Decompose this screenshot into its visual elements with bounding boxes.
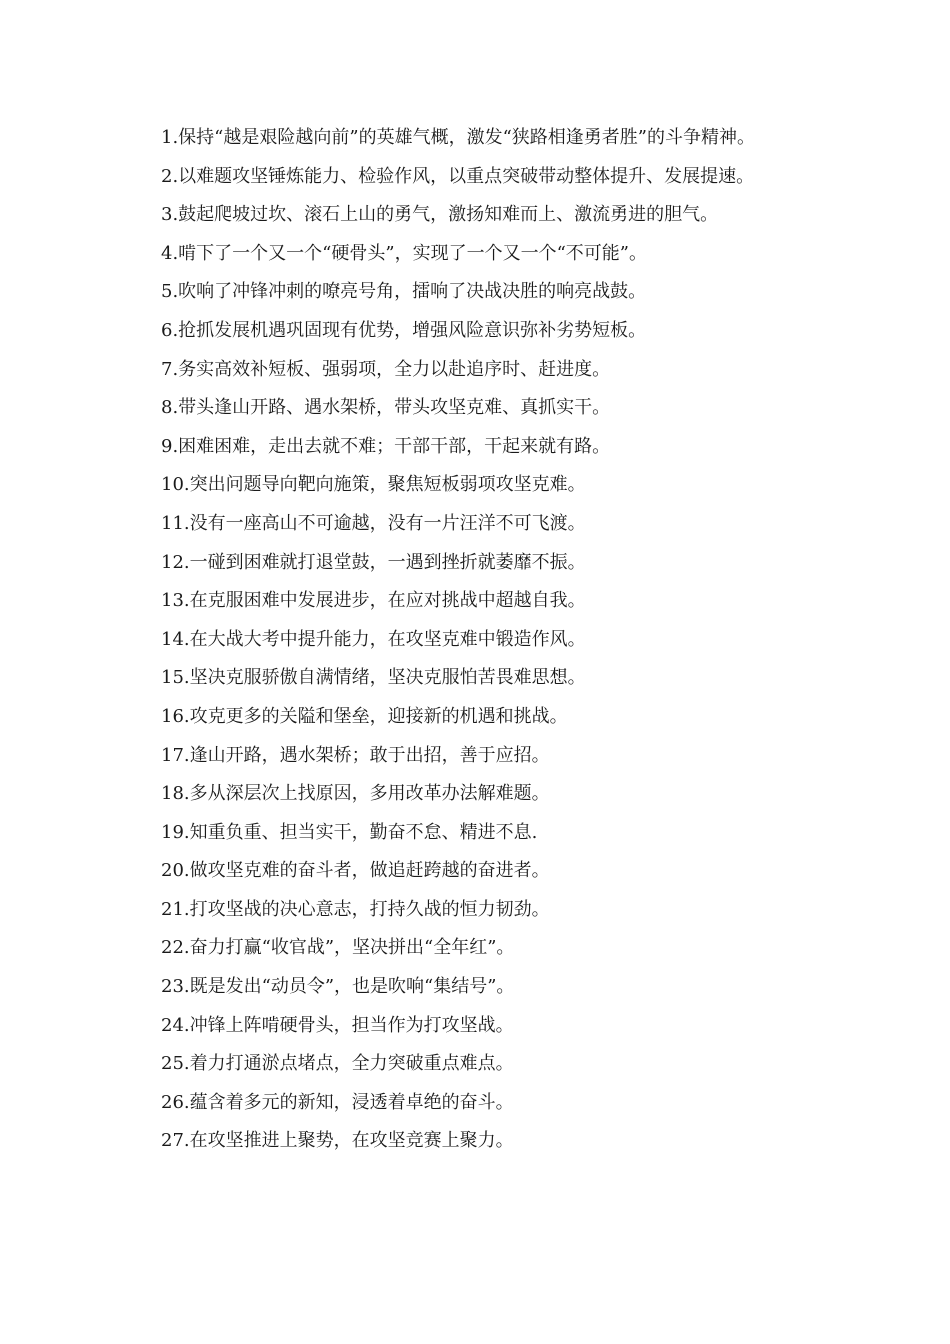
paragraph-12: 12.一碰到困难就打退堂鼓，一遇到挫折就萎靡不振。	[161, 551, 586, 573]
paragraph-25: 25.着力打通淤点堵点，全力突破重点难点。	[161, 1053, 514, 1075]
paragraph-17: 17.逢山开路，遇水架桥；敢于出招，善于应招。	[161, 744, 550, 766]
paragraph-6: 6.抢抓发展机遇巩固现有优势，增强风险意识弥补劣势短板。	[161, 319, 647, 341]
document-body	[123, 126, 841, 1168]
paragraph-26: 26.蕴含着多元的新知，浸透着卓绝的奋斗。	[161, 1091, 514, 1113]
paragraph-11: 11.没有一座高山不可逾越，没有一片汪洋不可飞渡。	[161, 512, 586, 534]
paragraph-9: 9.困难困难，走出去就不难；干部干部，干起来就有路。	[161, 435, 611, 457]
paragraph-14: 14.在大战大考中提升能力，在攻坚克难中锻造作风。	[161, 628, 586, 650]
paragraph-8: 8.带头逢山开路、遇水架桥，带头攻坚克难、真抓实干。	[161, 397, 611, 419]
paragraph-27: 27.在攻坚推进上聚势，在攻坚竞赛上聚力。	[161, 1130, 514, 1152]
paragraph-13: 13.在克服困难中发展进步，在应对挑战中超越自我。	[161, 590, 586, 612]
paragraph-19: 19.知重负重、担当实干，勤奋不怠、精进不息.	[161, 821, 538, 843]
paragraph-15: 15.坚决克服骄傲自满情绪，坚决克服怕苦畏难思想。	[161, 667, 586, 689]
paragraph-3: 3.鼓起爬坡过坎、滚石上山的勇气，激扬知难而上、激流勇进的胆气。	[161, 204, 719, 226]
paragraph-4: 4.啃下了一个又一个“硬骨头”，实现了一个又一个“不可能”。	[161, 242, 647, 264]
paragraph-22: 22.奋力打赢“收官战”，坚决拼出“全年红”。	[161, 937, 515, 959]
paragraph-7: 7.务实高效补短板、强弱项，全力以赴追序时、赶进度。	[161, 358, 611, 380]
paragraph-2: 2.以难题攻坚锤炼能力、检验作风，以重点突破带动整体提升、发展提速。	[161, 165, 755, 187]
paragraph-21: 21.打攻坚战的决心意志，打持久战的恒力韧劲。	[161, 898, 550, 920]
paragraph-20: 20.做攻坚克难的奋斗者，做追赶跨越的奋进者。	[161, 860, 550, 882]
paragraph-1: 1.保持“越是艰险越向前”的英雄气概，激发“狭路相逢勇者胜”的斗争精神。	[161, 127, 755, 148]
paragraph-5: 5.吹响了冲锋冲刺的嘹亮号角，擂响了决战决胜的响亮战鼓。	[161, 281, 647, 303]
paragraph-10: 10.突出问题导向靶向施策，聚焦短板弱项攻坚克难。	[161, 474, 586, 496]
paragraph-23: 23.既是发出“动员令”，也是吹响“集结号”。	[161, 976, 515, 998]
paragraph-24: 24.冲锋上阵啃硬骨头，担当作为打攻坚战。	[161, 1014, 514, 1036]
paragraph-18: 18.多从深层次上找原因，多用改革办法解难题。	[161, 783, 550, 805]
paragraph-16: 16.攻克更多的关隘和堡垒，迎接新的机遇和挑战。	[161, 705, 568, 727]
